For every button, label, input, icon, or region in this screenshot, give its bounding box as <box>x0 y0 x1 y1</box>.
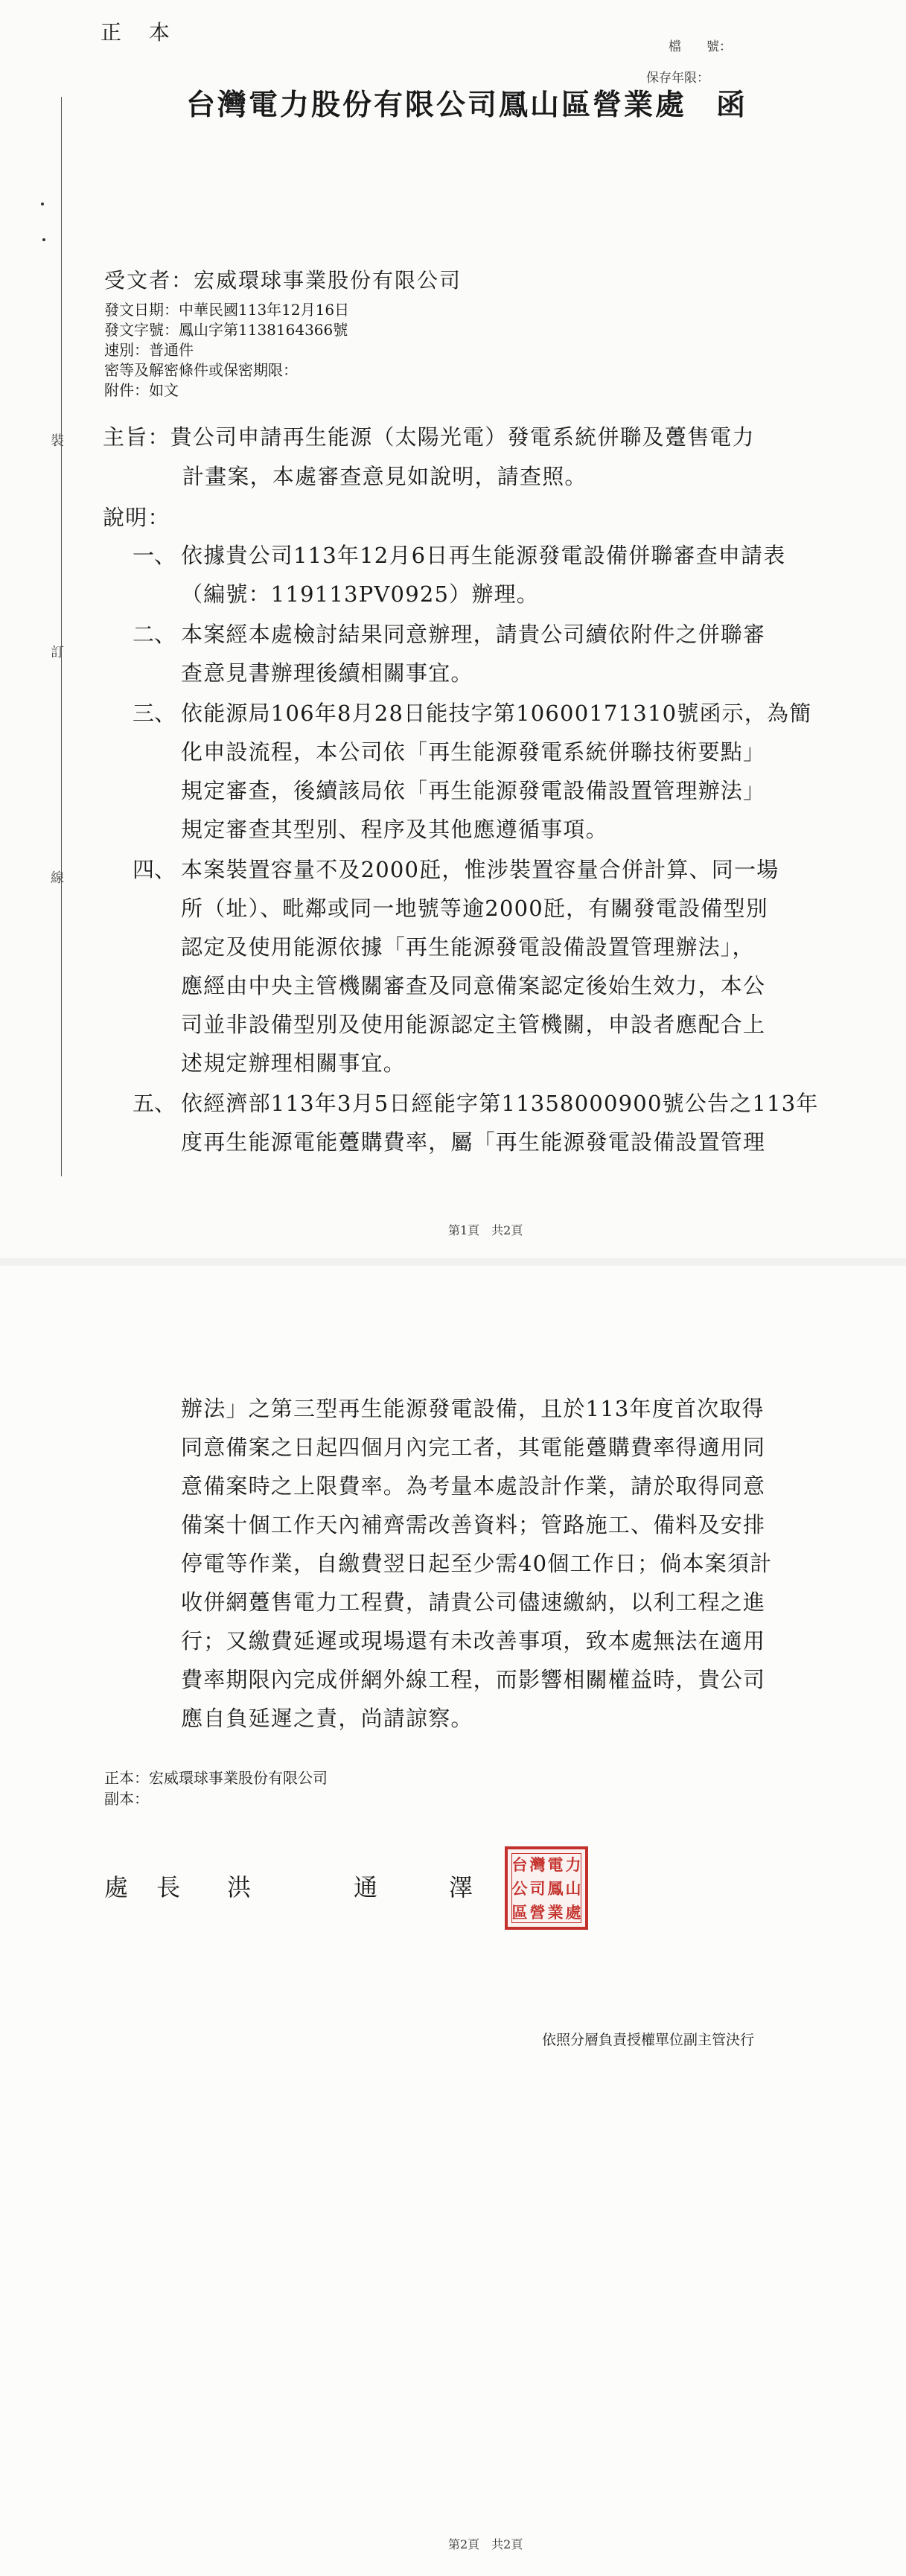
continued-line: 應自負延遲之責，尚請諒察。 <box>181 1706 473 1731</box>
punch-mark <box>41 203 44 205</box>
item-4-line: 應經由中央主管機關審查及同意備案認定後始生效力，本公 <box>181 973 766 998</box>
binding-mark-xian: 線 <box>51 870 64 886</box>
item-4-line: 所（址）、毗鄰或同一地號等逾2000瓩，有關發電設備型別 <box>181 896 768 921</box>
page-number-2: 第2頁 共2頁 <box>448 2537 523 2551</box>
document-number: 發文字號：鳳山字第1138164366號 <box>104 321 348 339</box>
subject-line-2: 計畫案，本處審查意見如說明，請查照。 <box>182 464 587 489</box>
item-5-line: 度再生能源電能躉購費率，屬「再生能源發電設備設置管理 <box>181 1129 766 1155</box>
item-number-4: 四、 <box>133 857 176 882</box>
continued-line: 同意備案之日起四個月內完工者，其電能躉購費率得適用同 <box>181 1435 766 1460</box>
item-4-line: 述規定辦理相關事宜。 <box>181 1051 406 1076</box>
continued-line: 備案十個工作天內補齊需改善資料；管路施工、備料及安排 <box>181 1512 766 1537</box>
delivery-speed: 速別：普通件 <box>104 341 194 359</box>
issue-date: 發文日期：中華民國113年12月16日 <box>104 301 350 319</box>
item-1-line: （編號：119113PV0925）辦理。 <box>181 581 539 607</box>
punch-mark <box>42 238 45 241</box>
recipient: 受文者：宏威環球事業股份有限公司 <box>104 268 462 293</box>
item-3-line: 規定審查其型別、程序及其他應遵循事項。 <box>181 817 608 842</box>
page-separator <box>0 1258 906 1266</box>
item-3-line: 規定審查，後續該局依「再生能源發電設備設置管理辦法」 <box>181 778 766 803</box>
official-seal: 台 灣 電 力 公 司 鳳 山 區 營 業 處 <box>505 1846 588 1930</box>
signer-title: 處 長 <box>104 1873 191 1901</box>
item-number-5: 五、 <box>133 1091 176 1116</box>
binding-mark-zhuang: 裝 <box>51 433 64 449</box>
item-number-3: 三、 <box>133 701 176 726</box>
signer-name-part: 澤 <box>449 1873 473 1901</box>
document-page-1 <box>0 0 906 1258</box>
item-3-line: 依能源局106年8月28日能技字第10600171310號函示，為簡 <box>181 701 812 726</box>
classification: 密等及解密條件或保密期限： <box>104 361 298 379</box>
authority-note: 依照分層負責授權單位副主管決行 <box>542 2032 755 2048</box>
item-4-line: 認定及使用能源依據「再生能源發電設備設置管理辦法」， <box>181 934 755 960</box>
explanation-label: 說明： <box>103 505 170 530</box>
file-number-label: 檔 號： <box>669 39 732 54</box>
subject-line-1: 主旨：貴公司申請再生能源（太陽光電）發電系統併聯及躉售電力 <box>103 424 755 450</box>
attachment: 附件：如文 <box>104 381 179 399</box>
item-number-2: 二、 <box>133 622 176 647</box>
continued-line: 停電等作業，自繳費翌日起至少需40個工作日；倘本案須計 <box>181 1551 773 1576</box>
item-2-line: 查意見書辦理後續相關事宜。 <box>181 660 473 686</box>
item-number-1: 一、 <box>133 543 176 568</box>
continued-line: 辦法」之第三型再生能源發電設備，且於113年度首次取得 <box>181 1396 765 1421</box>
continued-line: 意備案時之上限費率。為考量本處設計作業，請於取得同意 <box>181 1473 766 1499</box>
document-type: 函 <box>716 88 746 122</box>
retention-period-label: 保存年限： <box>646 71 709 86</box>
signer-name-part: 洪 <box>227 1873 252 1901</box>
item-2-line: 本案經本處檢討結果同意辦理，請貴公司續依附件之併聯審 <box>181 622 766 647</box>
binding-line <box>61 97 62 1176</box>
cc-recipient: 副本： <box>104 1790 149 1808</box>
issuing-organization-title: 台灣電力股份有限公司鳳山區營業處 <box>186 88 687 122</box>
continued-line: 收併網躉售電力工程費，請貴公司儘速繳納，以利工程之進 <box>181 1590 766 1615</box>
continued-line: 費率期限內完成併網外線工程，而影響相關權益時，貴公司 <box>181 1667 766 1692</box>
binding-mark-ding: 訂 <box>51 645 64 660</box>
item-5-line: 依經濟部113年3月5日經能字第11358000900號公告之113年 <box>181 1091 819 1116</box>
page-number-1: 第1頁 共2頁 <box>448 1223 523 1237</box>
document-page-2 <box>0 1266 906 2576</box>
signer-name-part: 通 <box>354 1873 378 1901</box>
item-4-line: 本案裝置容量不及2000瓩，惟涉裝置容量合併計算、同一場 <box>181 857 779 882</box>
continued-line: 行；又繳費延遲或現場還有未改善事項，致本處無法在適用 <box>181 1628 766 1654</box>
item-3-line: 化申設流程，本公司依「再生能源發電系統併聯技術要點」 <box>181 739 766 765</box>
copy-recipient: 正本：宏威環球事業股份有限公司 <box>104 1769 328 1787</box>
copy-mark: 正 本 <box>101 20 180 45</box>
item-4-line: 司並非設備型別及使用能源認定主管機關，申設者應配合上 <box>181 1012 766 1037</box>
item-1-line: 依據貴公司113年12月6日再生能源發電設備併聯審查申請表 <box>181 543 786 568</box>
